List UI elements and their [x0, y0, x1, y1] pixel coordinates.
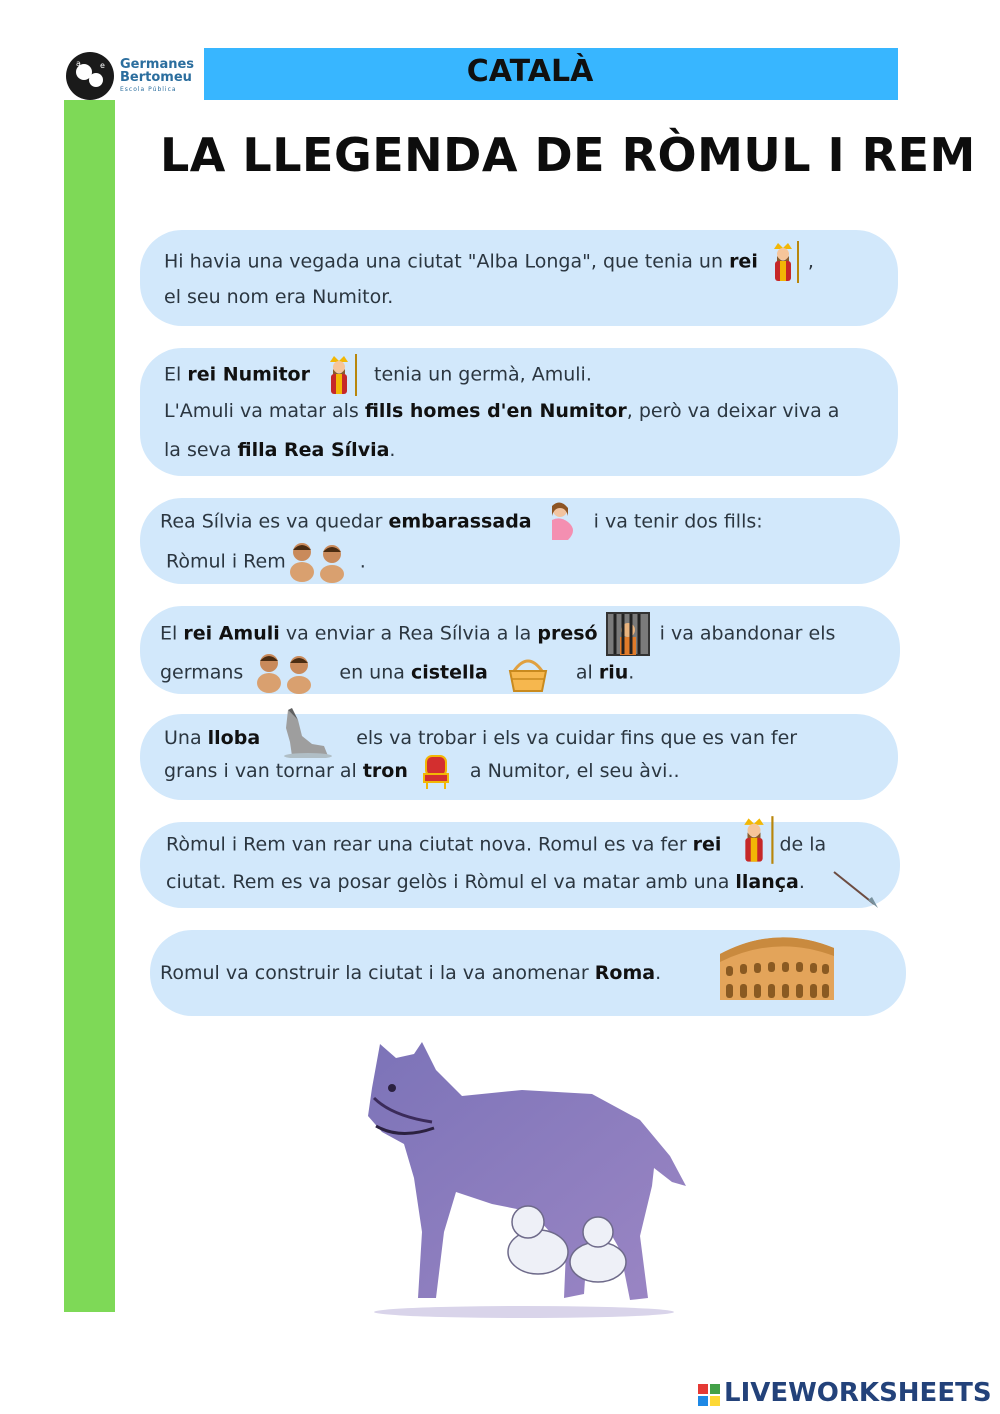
card-4-line-1: El rei Amuli va enviar a Rea Sílvia a la presó i va abandonar els — [160, 612, 835, 656]
svg-text:a: a — [76, 59, 81, 68]
wolf-icon — [278, 706, 338, 758]
card-6-line-1: Ròmul i Rem van rear una ciutat nova. Romul es va fer rei de la — [166, 824, 826, 866]
school-subtitle: Escola Pública — [120, 86, 177, 93]
bold-rei: rei — [692, 833, 722, 856]
card-2-line-1: El rei Numitor tenia un germà, Amuli. — [164, 352, 592, 398]
school-name — [120, 58, 194, 84]
bold-preso: presó — [537, 622, 598, 645]
colosseum-icon — [716, 926, 838, 1006]
bold-lloba: lloba — [207, 727, 261, 749]
bold-rei-amuli: rei Amuli — [183, 622, 280, 645]
bold-filla: filla Rea Sílvia — [237, 439, 390, 461]
page-title: LA LLEGENDA DE RÒMUL I REM — [160, 128, 976, 182]
pregnant-woman-icon — [538, 500, 582, 544]
school-name-line1: Germanes — [120, 57, 195, 72]
she-wolf-illustration — [352, 1036, 696, 1320]
school-logo-icon — [66, 52, 114, 100]
story-card-2 — [140, 348, 898, 476]
card-3-line-1: Rea Sílvia es va quedar embarassada i va tenir dos fills: — [160, 500, 763, 544]
bold-cistella: cistella — [410, 661, 488, 684]
subject-title: CATALÀ — [466, 54, 594, 89]
prison-icon — [606, 612, 650, 656]
school-name-line2: Bertomeu — [120, 70, 192, 85]
story-card-5 — [140, 714, 898, 800]
card-4-line-2: germans en una cistella al riu. — [160, 651, 634, 695]
king-icon — [760, 239, 806, 285]
bold-embarassada: embarassada — [388, 510, 532, 533]
bold-riu: riu — [598, 661, 629, 684]
bold-llanca: llança — [735, 871, 799, 893]
story-card-7 — [150, 930, 906, 1016]
left-green-bar — [64, 48, 115, 1312]
bold-tron: tron — [362, 760, 408, 782]
card-1-text: Hi havia una vegada una ciutat "Alba Longa", que tenia un rei , — [164, 239, 814, 285]
card-2-line-3: la seva filla Rea Sílvia. — [164, 439, 396, 461]
svg-text:e: e — [100, 61, 105, 70]
liveworksheets-text: LIVEWORKSHEETS — [724, 1378, 992, 1408]
bold-fills: fills homes d'en Numitor — [364, 400, 627, 422]
bold-roma: Roma — [594, 962, 656, 984]
bold-rei-numitor: rei Numitor — [187, 363, 310, 386]
story-card-3 — [140, 498, 900, 584]
card-7-text: Romul va construir la ciutat i la va anomenar Roma. — [160, 962, 662, 984]
king-icon — [729, 814, 779, 866]
babies-icon — [253, 651, 319, 695]
liveworksheets-watermark — [698, 1378, 992, 1408]
story-card-1 — [140, 230, 898, 326]
card-3-line-2: Ròmul i Rem . — [166, 540, 366, 584]
throne-icon — [418, 754, 454, 790]
story-card-4 — [140, 606, 900, 694]
card-5-line-1: Una lloba els va trobar i els va cuidar fins que es van fer — [164, 719, 797, 758]
card-6-line-2: ciutat. Rem es va posar gelòs i Ròmul el va matar amb una llança. — [166, 871, 805, 893]
liveworksheets-logo-icon — [698, 1383, 720, 1405]
card-1-text-2: el seu nom era Numitor. — [164, 286, 394, 308]
babies-icon — [286, 540, 352, 584]
card-2-line-2: L'Amuli va matar als fills homes d'en Numitor, però va deixar viva a — [164, 400, 840, 422]
card-5-line-2: grans i van tornar al tron a Numitor, el seu àvi.. — [164, 752, 680, 791]
story-card-6 — [140, 822, 900, 908]
basket-icon — [506, 651, 550, 695]
spear-icon — [832, 870, 880, 910]
bold-rei: rei — [729, 250, 758, 273]
